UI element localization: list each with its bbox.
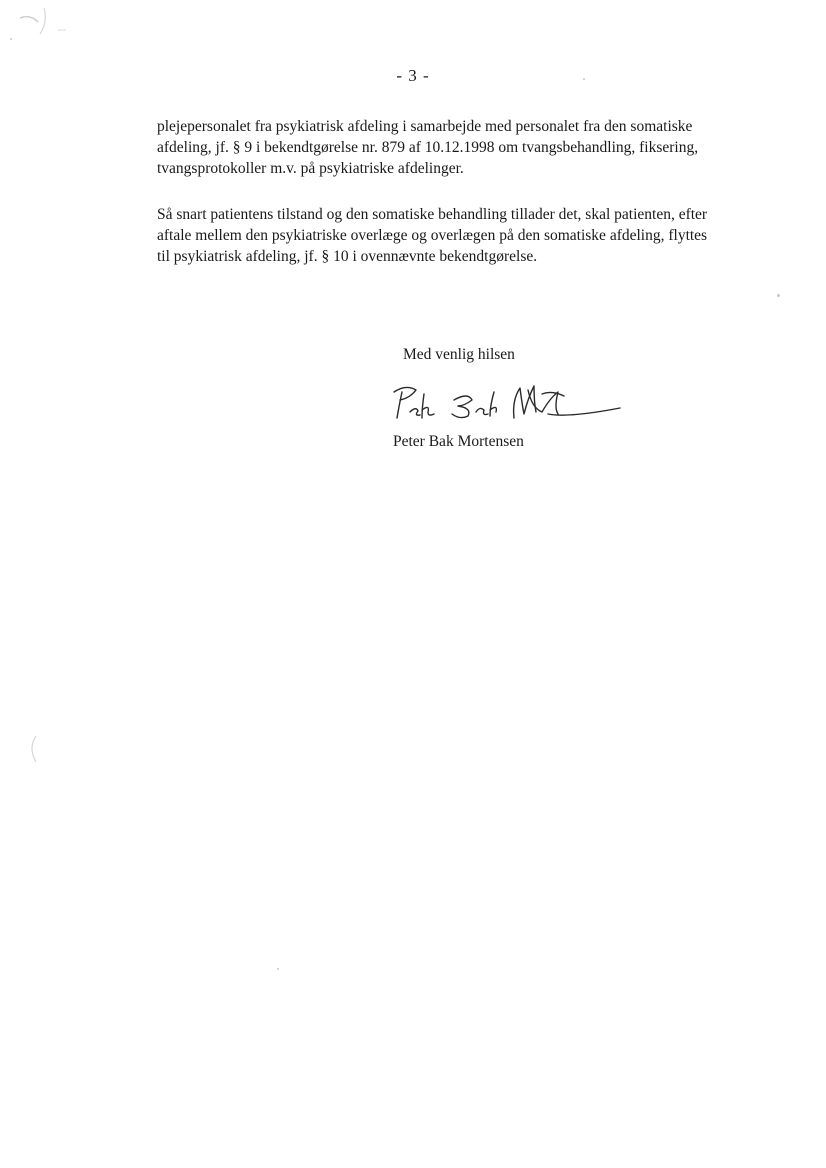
- closing-salutation: Med venlig hilsen: [403, 346, 515, 363]
- text-line: afdeling, jf. § 9 i bekendtgørelse nr. 879 af 10.12.1998 om tvangsbehandling, fiksering,: [157, 139, 699, 156]
- text-line: Så snart patientens tilstand og den somatiske behandling tillader det, skal patienten, efter: [157, 206, 708, 223]
- paragraph-1: [157, 116, 792, 179]
- handwritten-signature: [372, 378, 622, 430]
- scan-speck: [277, 968, 279, 970]
- text-line: tvangsprotokoller m.v. på psykiatriske afdelinger.: [157, 160, 464, 177]
- scan-artifact-corner: [0, 0, 80, 50]
- page-number: - 3 -: [396, 66, 430, 85]
- text-line: plejepersonalet fra psykiatrisk afdeling i samarbejde med personalet fra den somatiske: [157, 118, 693, 135]
- text-line: til psykiatrisk afdeling, jf. § 10 i ovennævnte bekendtgørelse.: [157, 248, 538, 265]
- scan-speck: [10, 38, 12, 40]
- signer-name: Peter Bak Mortensen: [393, 433, 524, 450]
- signature-text: Peter Bak Mortensen: [372, 378, 381, 379]
- scan-artifact-margin: [26, 734, 40, 764]
- paragraph-2: [157, 204, 792, 267]
- text-line: aftale mellem den psykiatriske overlæge og overlægen på den somatiske afdeling, flyttes: [157, 227, 708, 244]
- scan-speck: [777, 294, 780, 297]
